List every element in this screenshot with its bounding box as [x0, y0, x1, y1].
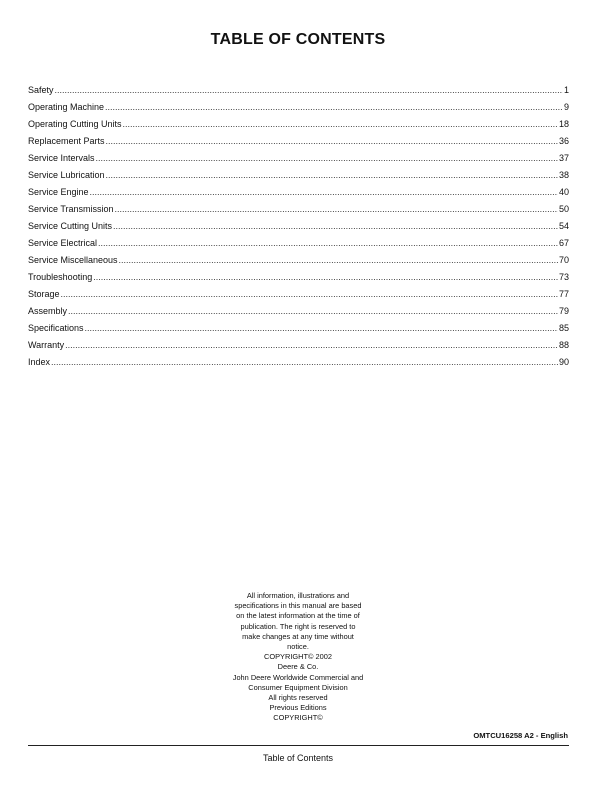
toc-entry-troubleshooting[interactable]	[28, 269, 569, 286]
copyright-line: make changes at any time without	[242, 631, 354, 641]
copyright-line: John Deere Worldwide Commercial and	[232, 672, 364, 682]
toc-entry-safety[interactable]	[28, 82, 569, 99]
copyright-line: All information, illustrations and	[246, 591, 350, 600]
copyright-line: publication. The right is reserved to	[240, 621, 356, 631]
page-footer: Table of Contents	[262, 753, 334, 763]
toc-entry-service-cutting-units[interactable]	[28, 218, 569, 235]
toc-entry-service-transmission[interactable]	[28, 201, 569, 218]
toc-entry-page: 73	[558, 272, 569, 282]
toc-entry-label: Operating Machine	[28, 102, 105, 112]
toc-entry-label: Storage	[28, 289, 60, 299]
toc-entry-label: Replacement Parts	[28, 136, 105, 146]
dot-leader	[85, 320, 558, 337]
toc-entry-index[interactable]	[28, 354, 569, 371]
toc-entry-page: 50	[558, 204, 569, 214]
copyright-line: COPYRIGHT© 2002	[264, 652, 332, 662]
copyright-line: Previous Editions	[269, 703, 327, 713]
toc-entry-storage[interactable]	[28, 286, 569, 303]
toc-entry-page: 40	[558, 187, 569, 197]
toc-entry-warranty[interactable]	[28, 337, 569, 354]
toc-entry-label: Service Miscellaneous	[28, 255, 118, 265]
toc-entry-label: Operating Cutting Units	[28, 119, 122, 129]
copyright-line: on the latest information at the time of	[236, 611, 360, 621]
dot-leader	[106, 167, 558, 184]
dot-leader	[105, 99, 563, 116]
toc-entry-service-engine[interactable]	[28, 184, 569, 201]
dot-leader	[55, 82, 563, 99]
dot-leader	[98, 235, 558, 252]
copyright-line: COPYRIGHT©	[273, 713, 323, 723]
toc-entry-assembly[interactable]	[28, 303, 569, 320]
toc-entry-service-miscellaneous[interactable]	[28, 252, 569, 269]
toc-entry-page: 36	[558, 136, 569, 146]
copyright-line: Consumer Equipment Division	[248, 682, 348, 692]
footer-divider	[28, 745, 569, 746]
toc-entry-service-lubrication[interactable]	[28, 167, 569, 184]
toc-entry-page: 18	[558, 119, 569, 129]
toc-entry-page: 67	[558, 238, 569, 248]
toc-entry-page: 38	[558, 170, 569, 180]
page-title: TABLE OF CONTENTS	[210, 31, 386, 48]
toc-entry-service-intervals[interactable]	[28, 150, 569, 167]
dot-leader	[93, 269, 558, 286]
copyright-line: Deere & Co.	[277, 662, 319, 672]
dot-leader	[123, 116, 558, 133]
toc-entry-label: Service Intervals	[28, 153, 95, 163]
document-id: OMTCU16258 A2 - English	[473, 731, 568, 740]
toc-entry-label: Safety	[28, 85, 54, 95]
dot-leader	[119, 252, 558, 269]
toc-entry-label: Warranty	[28, 340, 65, 350]
dot-leader	[113, 218, 558, 235]
table-of-contents	[28, 82, 569, 371]
dot-leader	[96, 150, 558, 167]
toc-entry-label: Specifications	[28, 323, 84, 333]
toc-entry-page: 88	[558, 340, 569, 350]
toc-entry-page: 70	[558, 255, 569, 265]
toc-entry-page: 77	[558, 289, 569, 299]
toc-entry-page: 79	[558, 306, 569, 316]
toc-entry-service-electrical[interactable]	[28, 235, 569, 252]
toc-entry-page: 1	[563, 85, 569, 95]
toc-entry-operating-cutting-units[interactable]	[28, 116, 569, 133]
toc-entry-page: 90	[558, 357, 569, 367]
dot-leader	[61, 286, 558, 303]
dot-leader	[68, 303, 558, 320]
toc-entry-page: 9	[563, 102, 569, 112]
dot-leader	[106, 133, 558, 150]
copyright-line: All rights reserved	[268, 693, 328, 703]
toc-entry-page: 37	[558, 153, 569, 163]
copyright-line: notice.	[287, 642, 309, 652]
toc-entry-label: Service Cutting Units	[28, 221, 113, 231]
toc-entry-replacement-parts[interactable]	[28, 133, 569, 150]
toc-entry-page: 85	[558, 323, 569, 333]
toc-entry-operating-machine[interactable]	[28, 99, 569, 116]
dot-leader	[115, 201, 558, 218]
dot-leader	[65, 337, 558, 354]
dot-leader	[51, 354, 558, 371]
toc-entry-label: Assembly	[28, 306, 68, 316]
toc-entry-label: Service Lubrication	[28, 170, 105, 180]
toc-entry-specifications[interactable]	[28, 320, 569, 337]
dot-leader	[90, 184, 558, 201]
copyright-line: specifications in this manual are based	[234, 601, 362, 611]
toc-entry-label: Index	[28, 357, 51, 367]
toc-entry-label: Service Engine	[28, 187, 89, 197]
copyright-notice	[214, 591, 382, 724]
toc-entry-label: Troubleshooting	[28, 272, 93, 282]
toc-entry-label: Service Transmission	[28, 204, 114, 214]
toc-entry-page: 54	[558, 221, 569, 231]
toc-entry-label: Service Electrical	[28, 238, 98, 248]
